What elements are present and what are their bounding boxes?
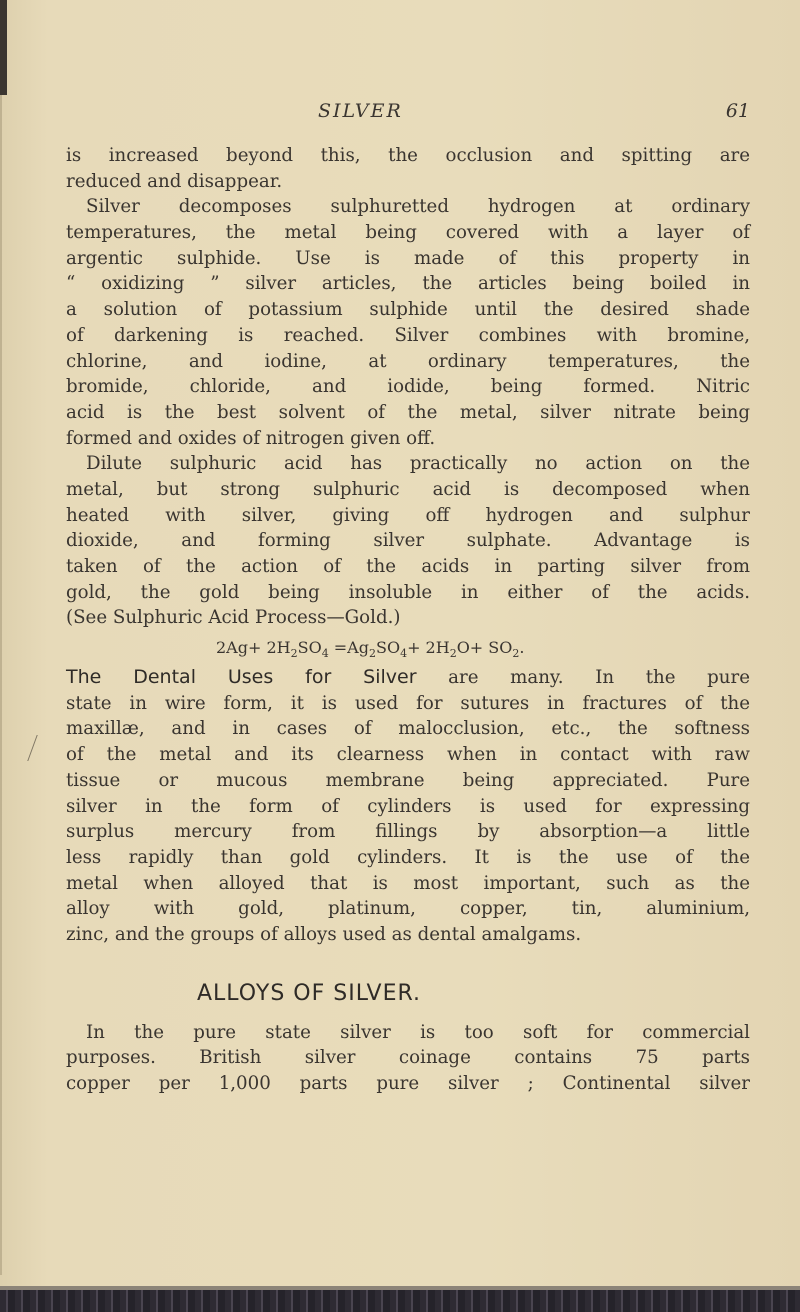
page-edge-shadow <box>0 0 7 95</box>
text-line: bromide, chloride, and iodide, being formed. Nitric <box>66 376 750 398</box>
text-line: silver in the form of cylinders is used for expressing <box>66 795 750 817</box>
text-line: chlorine, and iodine, at ordinary temperatures, the <box>66 350 750 372</box>
text-line: purposes. British silver coinage contains 75 parts <box>66 1047 750 1069</box>
chemical-equation: $2Ag+ 2H_2SO_4 =Ag_2SO_4+ 2H_2O+ SO_2$. <box>216 638 525 661</box>
text-line: alloy with gold, platinum, copper, tin, aluminium, <box>66 898 750 920</box>
paragraph-1 <box>66 143 750 194</box>
text-line: Dilute sulphuric acid has practically no action on the <box>86 453 750 475</box>
text-line: dioxide, and forming silver sulphate. Advantage is <box>66 530 750 552</box>
text-line: The Dental Uses for Silver are many. In the pure <box>66 666 750 689</box>
text-line: of darkening is reached. Silver combines with bromine, <box>66 324 750 346</box>
text-line: Silver decomposes sulphuretted hydrogen at ordinary <box>86 196 750 218</box>
text-line: formed and oxides of nitrogen given off. <box>66 427 436 449</box>
text-line: acid is the best solvent of the metal, silver nitrate being <box>66 401 750 423</box>
text-line: a solution of potassium sulphide until the desired shade <box>66 299 750 321</box>
text-line: copper per 1,000 parts pure silver ; Continental silver <box>66 1073 750 1094</box>
text-line: temperatures, the metal being covered with a layer of <box>66 222 750 244</box>
paragraph-4 <box>66 665 750 948</box>
text-line: metal when alloyed that is most important, such as the <box>66 872 750 894</box>
body-text <box>66 143 750 1097</box>
page-gutter-line <box>0 95 2 1275</box>
inline-heading: The Dental Uses for Silver <box>66 666 417 689</box>
text-line: less rapidly than gold cylinders. It is the use of the <box>66 846 750 868</box>
paragraph-2 <box>66 194 750 451</box>
page-header <box>66 100 750 130</box>
text-line: tissue or mucous membrane being appreciated. Pure <box>66 769 750 791</box>
text-line: In the pure state silver is too soft for commercial <box>86 1021 750 1043</box>
text-line: zinc, and the groups of alloys used as dental amalgams. <box>66 923 582 945</box>
running-title: SILVER <box>318 100 403 122</box>
text-line: metal, but strong sulphuric acid is decomposed when <box>66 478 750 500</box>
text-line: state in wire form, it is used for sutures in fractures of the <box>66 692 750 714</box>
page-number: 61 <box>725 100 750 122</box>
text-line: of the metal and its clearness when in contact with raw <box>66 744 750 766</box>
text-line: “ oxidizing ” silver articles, the articles being boiled in <box>66 273 750 295</box>
scan-bottom-border <box>0 1290 800 1312</box>
paragraph-3 <box>66 451 750 631</box>
text-line: heated with silver, giving off hydrogen and sulphur <box>66 504 750 526</box>
text-line: gold, the gold being insoluble in either of the acids. <box>66 581 750 603</box>
text-line: maxillæ, and in cases of malocclusion, etc., the softness <box>66 718 750 740</box>
text-line: argentic sulphide. Use is made of this property in <box>66 247 750 269</box>
text-line: reduced and disappear. <box>66 170 283 192</box>
margin-pencil-mark <box>27 735 43 761</box>
text-line: surplus mercury from fillings by absorption—a little <box>66 821 750 843</box>
text-line: (See Sulphuric Acid Process—Gold.) <box>66 607 401 629</box>
section-heading: ALLOYS OF SILVER. <box>197 980 421 1006</box>
paragraph-5 <box>66 1020 750 1097</box>
text-line: is increased beyond this, the occlusion and spitting are <box>66 145 750 166</box>
text-line: taken of the action of the acids in parting silver from <box>66 556 750 577</box>
